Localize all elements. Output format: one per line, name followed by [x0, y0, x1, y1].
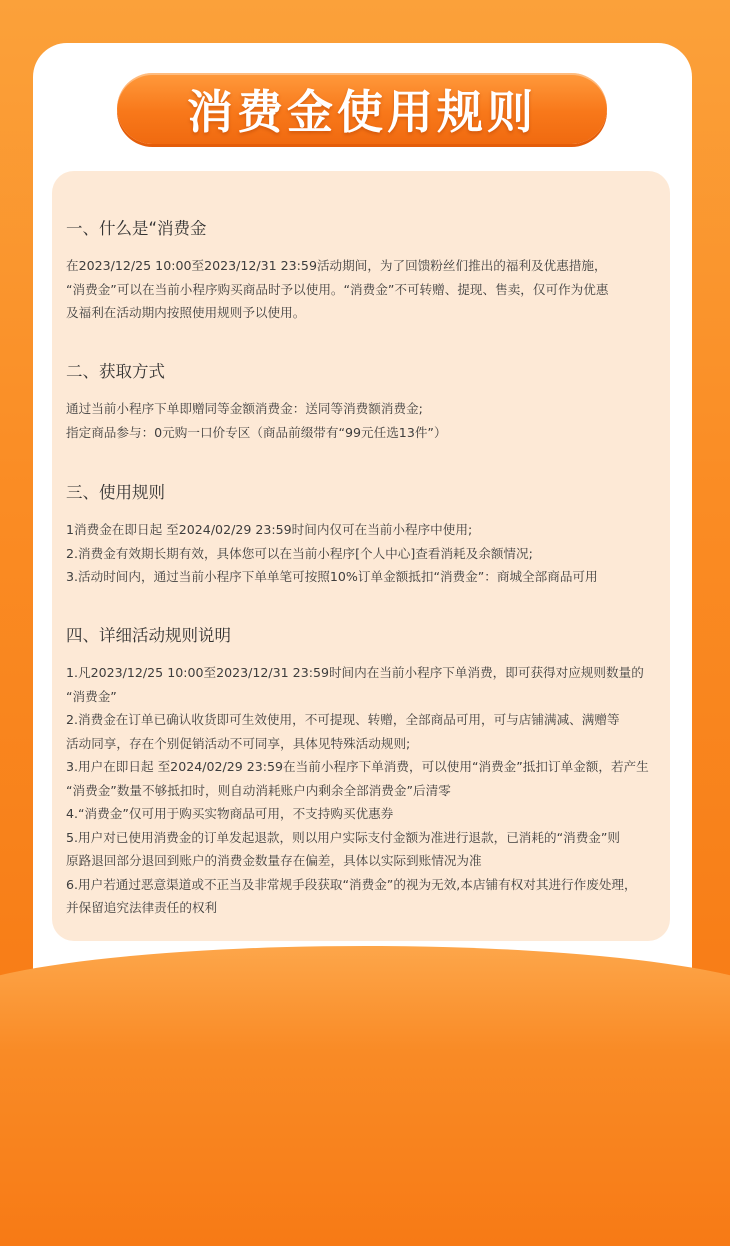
section-heading: 一、什么是“消费金 [66, 219, 207, 238]
section-heading: 四、详细活动规则说明 [66, 626, 231, 645]
section-body [66, 518, 666, 589]
rule-line: 1消费金在即日起 至2024/02/29 23:59时间内仅可在当前小程序中使用; [66, 522, 473, 537]
rule-line: 5.用户对已使用消费金的订单发起退款，则以用户实际支付金额为准进行退款，已消耗的“消费金”则 [66, 829, 621, 845]
rule-line: 1.凡2023/12/25 10:00至2023/12/31 23:59时间内在当前小程序下单消费，即可获得对应规则数量的 [66, 665, 644, 680]
rule-line: 原路退回部分退回到账户的消费金数量存在偏差，具体以实际到账情况为准 [66, 853, 482, 868]
rule-line: “消费金”可以在当前小程序购买商品时予以使用。“消费金”不可转赠、提现、售卖，仅可作为优惠 [66, 281, 609, 297]
rule-line: 2.消费金有效期长期有效，具体您可以在当前小程序[个人中心]查看消耗及余额情况; [66, 545, 533, 561]
rule-line: 6.用户若通过恶意渠道或不正当及非常规手段获取“消费金”的视为无效,本店铺有权对其进行作废处理， [66, 876, 637, 892]
section-detailed-rules [66, 625, 666, 920]
section-body [66, 661, 666, 920]
rule-line: 3.活动时间内，通过当前小程序下单单笔可按照10%订单金额抵扣“消费金”：商城全部商品可用 [66, 569, 598, 584]
rule-line: 在2023/12/25 10:00至2023/12/31 23:59活动期间，为了回馈粉丝们推出的福利及优惠措施， [66, 258, 607, 273]
rule-line: “消费金”数量不够抵扣时，则自动消耗账户内剩余全部消费金”后清零 [66, 782, 451, 798]
rule-line: 活动同享，存在个别促销活动不可同享，具体见特殊活动规则; [66, 735, 411, 751]
section-what-is [66, 218, 666, 325]
rule-line: 4.“消费金”仅可用于购买实物商品可用，不支持购买优惠券 [66, 806, 394, 821]
rule-line: 并保留追究法律责任的权利 [66, 900, 218, 915]
page-title: 消费金使用规则 [187, 84, 537, 139]
section-heading: 二、获取方式 [66, 362, 165, 381]
rule-line: “消费金” [66, 688, 117, 704]
rule-line: 及福利在活动期内按照使用规则予以使用。 [66, 305, 306, 320]
rule-line: 2.消费金在订单已确认收货即可生效使用，不可提现、转赠，全部商品可用，可与店铺满减、满赠等 [66, 712, 620, 727]
title-banner [117, 73, 607, 144]
rule-line: 指定商品参与：0元购一口价专区（商品前缀带有“99元任选13件”） [66, 424, 447, 440]
section-body [66, 254, 666, 325]
section-heading: 三、使用规则 [66, 483, 165, 502]
section-usage-rules [66, 482, 666, 589]
bottom-wave-decoration [0, 946, 730, 1246]
rule-line: 3.用户在即日起 至2024/02/29 23:59在当前小程序下单消费，可以使用“消费金”抵扣订单金额，若产生 [66, 759, 649, 774]
rule-line: 通过当前小程序下单即赠同等金额消费金：送同等消费额消费金; [66, 401, 423, 416]
section-body [66, 397, 666, 444]
section-how-to-get [66, 361, 666, 444]
